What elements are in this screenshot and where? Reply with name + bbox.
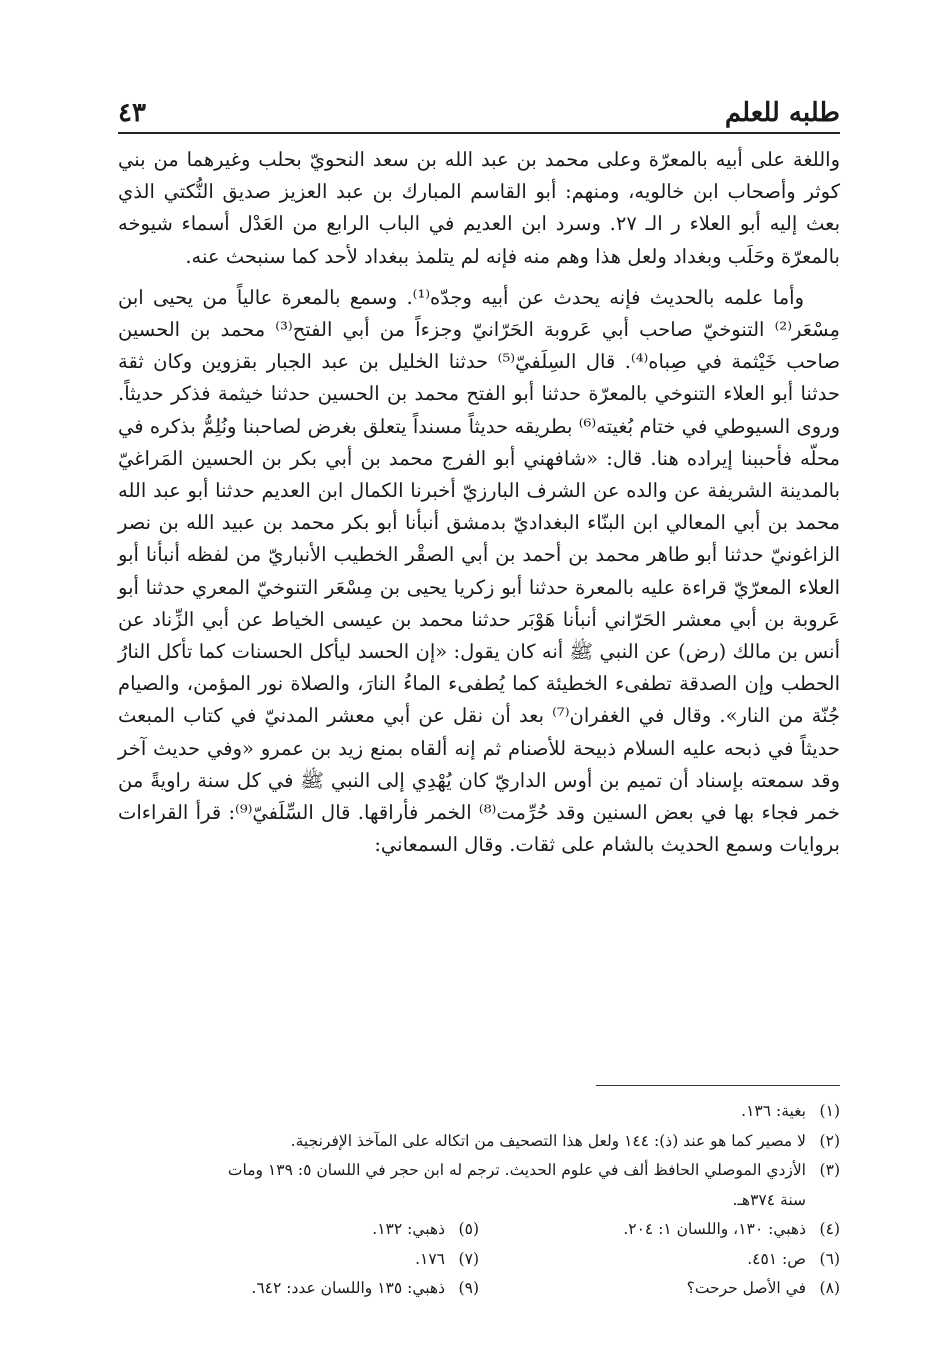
footnote-6 (479, 1245, 840, 1275)
footnote-number: (٨) (819, 1279, 840, 1297)
footnote-number: (٤) (819, 1220, 840, 1238)
footnote-number: (٩) (458, 1279, 479, 1297)
footnote-divider (596, 1085, 840, 1086)
paragraph-1: واللغة على أبيه بالمعرّة وعلى محمد بن عبد الله بن سعد النحويّ بحلب وغيرهما من بني كوثر وأصحاب ابن خالويه، ومنهم: أبو القاسم المبارك بن عبد العزيز صديق النُّكتي الذي بعث إليه أبو العلاء ر الـ ٢٧. وسرد ابن العديم في الباب الرابع من العَدْل أسماء شيوخه بالمعرّة وحَلَب وبغداد ولعل هذا وهم منه فإنه لم يتلمذ ببغداد لأحد كما سنبحث عنه. (118, 148, 840, 268)
main-text (118, 144, 840, 861)
footnote-number: (٧) (458, 1249, 479, 1268)
footnote-text: لا مصير كما هو عند (ذ): ١٤٤ ولعل هذا التصحيف من اتكاله على المآخذ الإفرنجية. (290, 1131, 806, 1150)
footnote-row-8-9 (118, 1274, 840, 1304)
footnote-number: (٦) (819, 1249, 840, 1268)
footnote-number: (١) (819, 1102, 840, 1120)
footnote-row-4-5 (118, 1215, 840, 1245)
paragraph-2: وأما علمه بالحديث فإنه يحدث عن أبيه وجدّه⁽¹⁾. وسمع بالمعرة عالياً من يحيى ابن مِسْعَر⁽²⁾ التنوخيّ صاحب أبي عَروبة الحَرّانيّ وجزءاً من أبي الفتح⁽³⁾ محمد بن الحسين صاحب خَيْثمة في صِباه⁽⁴⁾. قال السِلَفيّ⁽⁵⁾ حدثنا الخليل بن عبد الجبار بقزوين وكان ثقة حدثنا أبو العلاء التنوخي بالمعرّة حدثنا أبو الفتح محمد بن الحسين حدثنا خيثمة فذكر حديثاً. وروى السيوطي في ختام بُغيته⁽⁶⁾ بطريقه حديثاً مسنداً يتعلق بغرض لصاحبنا ونُلِمُّ بذكره في محلّه فأحببنا إيراده هنا. قال: «شافهني أبو الفرج محمد بن أبي بكر بن الحسين المَراغيّ بالمدينة الشريفة عن والده عن الشرف البارزيّ أخبرنا الكمال ابن العديم حدثنا أبو عبد الله محمد بن أبي المعالي ابن البنّاء البغداديّ بدمشق أنبأنا أبو بكر محمد بن عبيد الله بن نصر الزاغونيّ حدثنا أبو طاهر محمد بن أحمد بن أبي الصقْر الخطيب الأنباريّ من لفظه أنبأنا أبو العلاء المعرّيّ قراءة عليه بالمعرة حدثنا أبو زكريا يحيى بن مِسْعَر التنوخيّ المعري حدثنا أبو عَروبة بن أبي معشر الحَرّاني أنبأنا هَوْبَر حدثنا محمد بن عيسى الخياط عن أبي الزِّناد عن أنس بن مالك (رض) عن النبي ﷺ أنه كان يقول: «إن الحسد ليأكل الحسنات كما تأكل النارُ الحطب وإن الصدقة تطفىء الخطيئة كما يُطفىء الماءُ النارَ، والصلاة نور المؤمن، والصيام جُنّة من النار». وقال في الغفران⁽⁷⁾ بعد أن نقل عن أبي معشر المدنيّ في كتاب المبعث حديثاً في ذبحه عليه السلام ذبيحة للأصنام ثم إنه ألقاه بمنع زيد بن عمرو «وفي حديث آخر وقد سمعته بإسناد أن تميم بن أوس الداريّ كان يُهْدِي إلى النبي ﷺ في كل سنة راويةً من خمر فجاء بها في بعض السنين وقد حُرِّمت⁽⁸⁾ الخمر فأراقها. قال السِّلَفيّ⁽⁹⁾: قرأ القراءات بروايات وسمع الحديث بالشام على ثقات. وقال السمعاني: (118, 285, 841, 857)
footnote-text: بغية: ١٣٦. (741, 1102, 806, 1120)
chapter-title: طلبه للعلم (724, 98, 840, 128)
page-number: ٤٣ (118, 98, 146, 128)
footnote-4 (479, 1215, 840, 1245)
footnote-number: (٣) (819, 1161, 840, 1179)
footnote-text: ص: ٤٥١. (747, 1249, 806, 1268)
footnote-number: (٥) (458, 1220, 479, 1238)
footnote-number: (٢) (819, 1131, 840, 1150)
footnote-text: ذهبي: ١٣٠، واللسان ١: ٢٠٤. (623, 1220, 806, 1238)
footnote-8 (479, 1274, 840, 1304)
footnote-7 (118, 1245, 479, 1275)
footnote-text: ١٧٦. (415, 1249, 445, 1268)
header-divider (118, 132, 840, 134)
footnote-text: ذهبي: ١٣٢. (372, 1220, 445, 1238)
footnote-1 (118, 1097, 840, 1127)
footnote-5 (118, 1215, 479, 1245)
footnote-9 (118, 1274, 479, 1304)
footnote-3 (118, 1156, 840, 1186)
footnote-text: في الأصل حرحت؟ (686, 1279, 806, 1297)
footnote-row-6-7 (118, 1245, 840, 1275)
footnote-text: ذهبي: ١٣٥ واللسان عدد: ٦٤٢. (251, 1279, 445, 1297)
running-header (118, 88, 840, 128)
footnote-text: الأزدي الموصلي الحافظ ألف في علوم الحديث. ترجم له ابن حجر في اللسان ٥: ١٣٩ ومات (227, 1161, 806, 1179)
footnote-3-continuation: سنة ٣٧٤هـ. (732, 1190, 806, 1209)
footnote-2 (118, 1127, 840, 1157)
footnotes (118, 1097, 840, 1304)
